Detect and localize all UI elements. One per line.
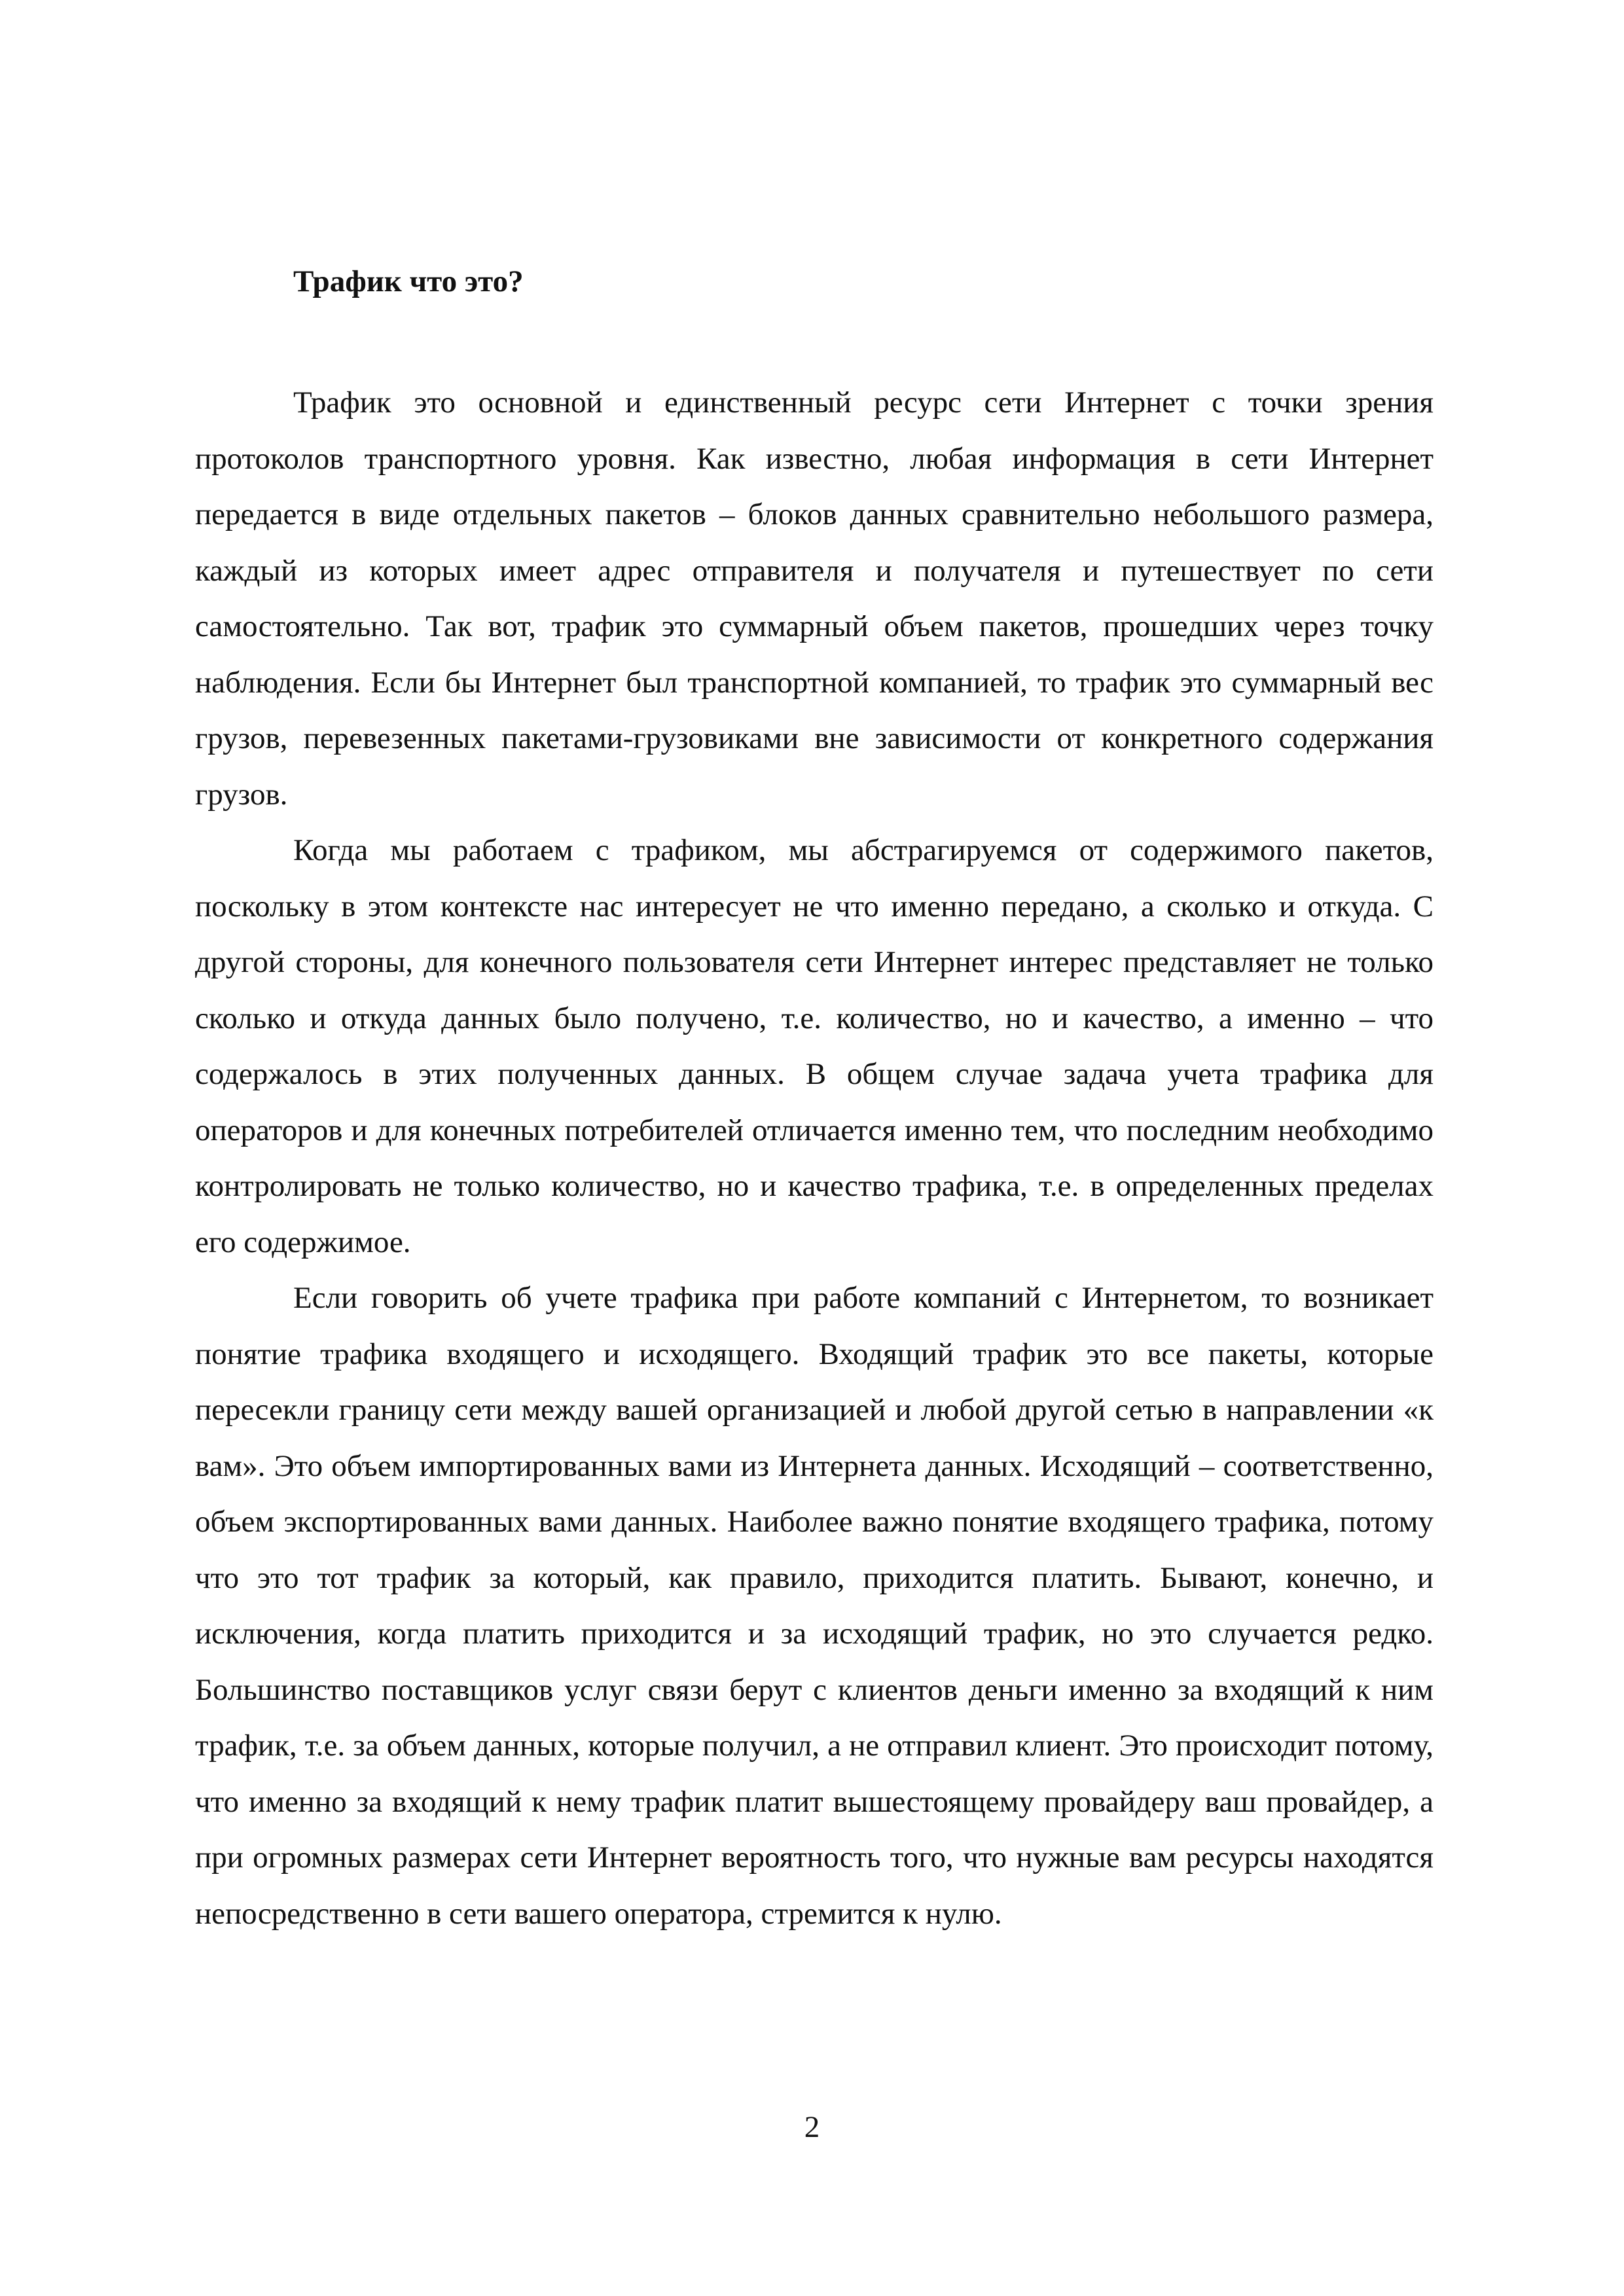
document-body	[195, 375, 1434, 1942]
paragraph-traffic-definition: Трафик это основной и единственный ресурс сети Интернет с точки зрения протоколов транспортного уровня. Как известно, любая информация в сети Интернет передается в виде отдельных пакетов – блоков данных сравнительно небольшого размера, каждый из которых имеет адрес отправителя и получателя и путешествует по сети самостоятельно. Так вот, трафик это суммарный объем пакетов, прошедших через точку наблюдения. Если бы Интернет был транспортной компанией, то трафик это суммарный вес грузов, перевезенных пакетами-грузовиками вне зависимости от конкретного содержания грузов.	[195, 386, 1434, 812]
paragraph-traffic-content: Когда мы работаем с трафиком, мы абстрагируемся от содержимого пакетов, поскольку в этом контексте нас интересует не что именно передано, а сколько и откуда. С другой стороны, для конечного пользователя сети Интернет интерес представляет не только сколько и откуда данных было получено, т.е. количество, но и качество, а именно – что содержалось в этих полученных данных. В общем случае задача учета трафика для операторов и для конечных потребителей отличается именно тем, что последним необходимо контролировать не только количество, но и качество трафика, т.е. в определенных пределах его содержимое.	[195, 833, 1434, 1259]
page-number: 2	[804, 2110, 820, 2144]
paragraph-incoming-outgoing-traffic: Если говорить об учете трафика при работе компаний с Интернетом, то возникает понятие трафика входящего и исходящего. Входящий трафик это все пакеты, которые пересекли границу сети между вашей организацией и любой другой сетью в направлении «к вам». Это объем импортированных вами из Интернета данных. Исходящий – соответственно, объем экспортированных вами данных. Наиболее важно понятие входящего трафика, потому что это тот трафик за который, как правило, приходится платить. Бывают, конечно, и исключения, когда платить приходится и за исходящий трафик, но это случается редко. Большинство поставщиков услуг связи берут с клиентов деньги именно за входящий к ним трафик, т.е. за объем данных, которые получил, а не отправил клиент. Это происходит потому, что именно за входящий к нему трафик платит вышестоящему провайдеру ваш провайдер, а при огромных размерах сети Интернет вероятность того, что нужные вам ресурсы находятся непосредственно в сети вашего оператора, стремится к нулю.	[195, 1281, 1434, 1931]
document-page	[195, 262, 1434, 1942]
document-heading: Трафик что это?	[293, 264, 524, 298]
